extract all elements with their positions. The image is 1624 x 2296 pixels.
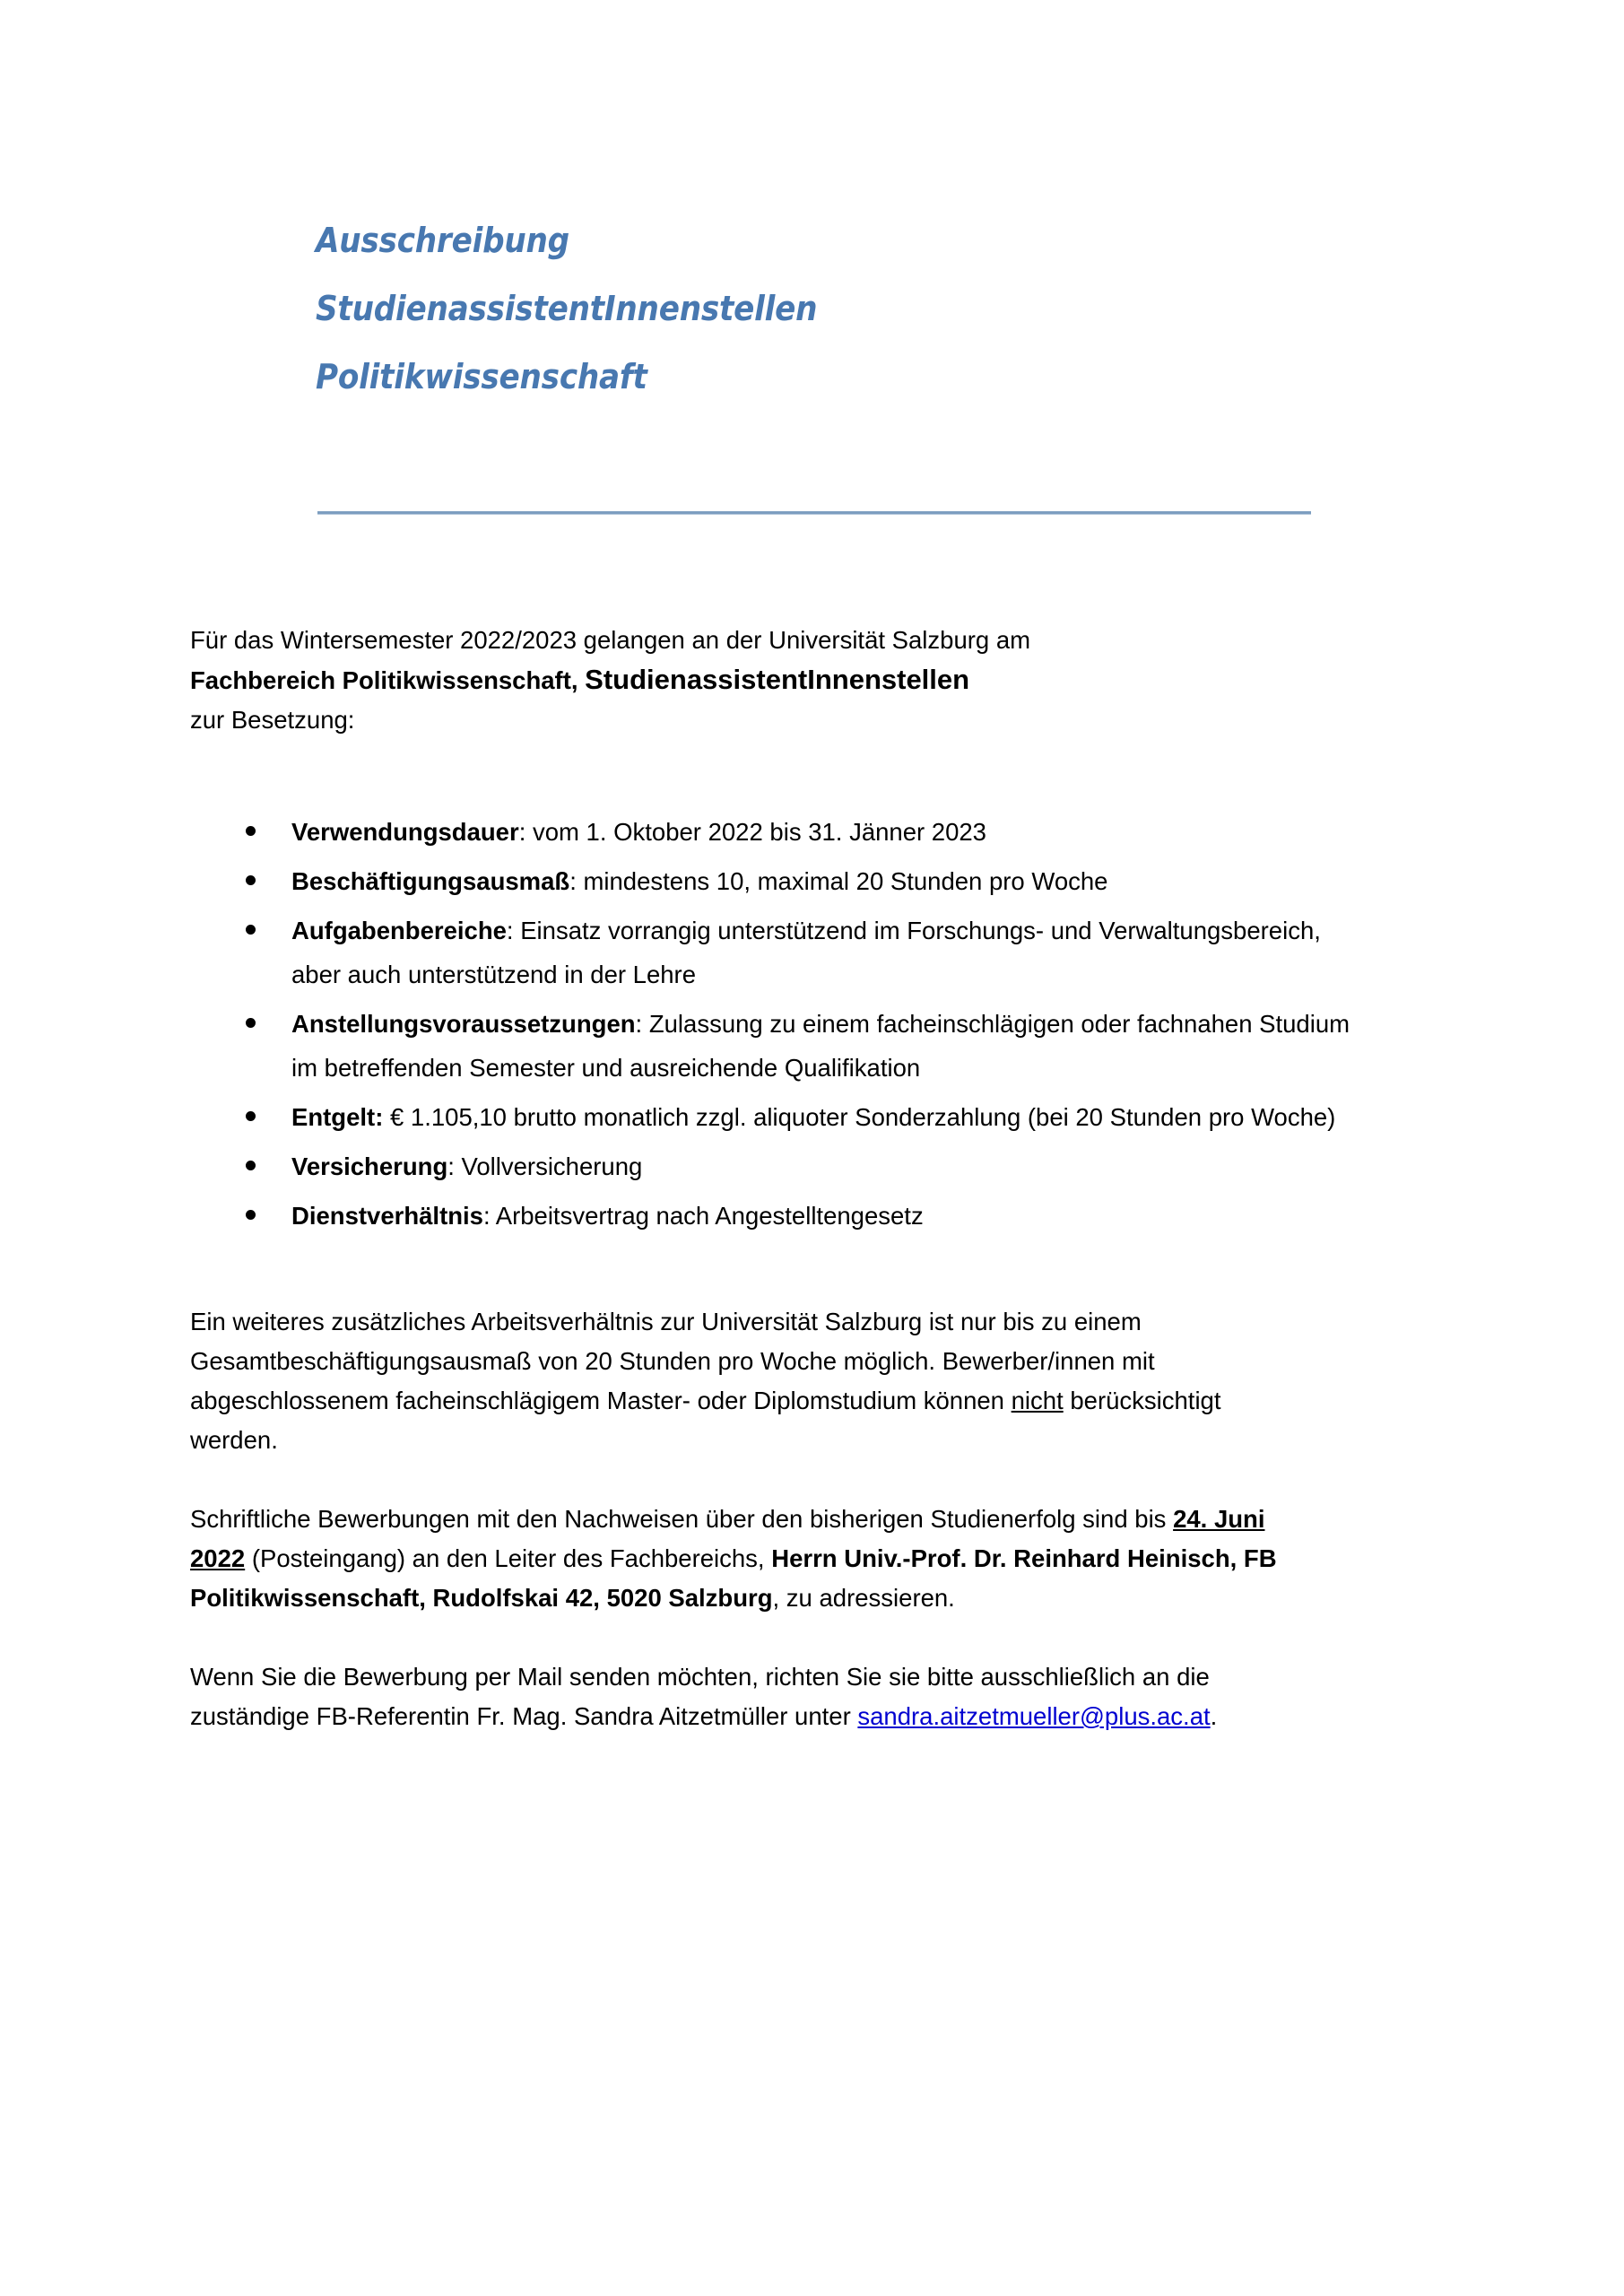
intro-line-3: zur Besetzung: — [190, 706, 355, 734]
intro-position-title: StudienassistentInnenstellen — [585, 664, 970, 695]
list-item-value: Einsatz vorrangig unterstützend im Forschungs- und Verwaltungsbereich, aber auch unterstützend in der Lehre — [291, 917, 1321, 988]
list-item-label: Dienstverhältnis — [291, 1202, 483, 1230]
list-item — [190, 859, 1376, 903]
warning-paragraph — [190, 1302, 1271, 1460]
list-item-label: Entgelt: — [291, 1103, 384, 1131]
list-item-label: Verwendungsdauer — [291, 818, 519, 846]
warning-text-part-2: berücksichtigt werden. — [190, 1387, 1221, 1454]
list-item-label: Anstellungsvoraussetzungen — [291, 1010, 636, 1038]
page-title-line-3: Politikwissenschaft — [316, 357, 647, 396]
spacer — [190, 1618, 1446, 1657]
list-item-value: € 1.105,10 brutto monatlich zzgl. aliquoter Sonderzahlung (bei 20 Stunden pro Woche) — [390, 1103, 1336, 1131]
list-item-value: Vollversicherung — [461, 1152, 643, 1180]
bullet-icon — [246, 1111, 256, 1121]
list-item-label: Beschäftigungsausmaß — [291, 867, 570, 895]
page-title-line-1: Ausschreibung — [316, 221, 569, 260]
warning-text-part-1: Ein weiteres zusätzliches Arbeitsverhältnis zur Universität Salzburg ist nur bis zu einem Gesamtbeschäftigungsausmaß von 20 Stunden pro Woche möglich. Bewerber/innen mit abgeschlossenem facheinschlägigem Master- oder Diplomstudium können — [190, 1308, 1155, 1414]
application-recipient: Herrn Univ.-Prof. Dr. Reinhard Heinisch, FB Politikwissenschaft, Rudolfskai 42, 5020 Salzburg — [190, 1544, 1277, 1612]
mail-text-part-2: . — [1210, 1702, 1218, 1730]
list-item-separator — [383, 1103, 390, 1131]
list-item — [190, 1144, 1376, 1188]
list-item-label: Versicherung — [291, 1152, 448, 1180]
list-item-separator: : — [447, 1152, 462, 1180]
intro-department: Fachbereich Politikwissenschaft, — [190, 666, 578, 694]
bullet-icon — [246, 875, 256, 885]
mail-paragraph — [190, 1657, 1280, 1736]
list-item-separator: : — [482, 1202, 496, 1230]
list-item-separator: : — [518, 818, 533, 846]
job-details-list — [190, 810, 1446, 1238]
list-item — [190, 810, 1376, 854]
intro-line-1: Für das Wintersemester 2022/2023 gelangen an der Universität Salzburg am — [190, 626, 1031, 654]
page-title-line-2: StudienassistentInnenstellen — [316, 289, 818, 328]
warning-emphasis: nicht — [1011, 1387, 1064, 1414]
spacer — [190, 1460, 1446, 1500]
document-header — [316, 206, 1311, 411]
intro-paragraph — [190, 621, 1446, 740]
list-item — [190, 909, 1376, 996]
list-item-separator: : — [569, 867, 584, 895]
bullet-icon — [246, 925, 256, 935]
list-item — [190, 1194, 1376, 1238]
list-item-label: Aufgabenbereiche — [291, 917, 507, 944]
list-item-separator: : — [506, 917, 521, 944]
list-item-separator: : — [635, 1010, 649, 1038]
list-item-value: mindestens 10, maximal 20 Stunden pro Woche — [583, 867, 1108, 895]
bullet-icon — [246, 1210, 256, 1220]
application-text-part-1: Schriftliche Bewerbungen mit den Nachweisen über den bisherigen Studienerfolg sind bis — [190, 1505, 1174, 1533]
application-text-part-3: , zu adressieren. — [772, 1584, 955, 1612]
bullet-icon — [246, 826, 256, 836]
list-item — [190, 1095, 1376, 1139]
list-item-value: Arbeitsvertrag nach Angestelltengesetz — [495, 1202, 924, 1230]
spacer — [190, 740, 1446, 810]
application-paragraph — [190, 1500, 1280, 1618]
application-deadline: 24. Juni 2022 — [190, 1505, 1265, 1572]
spacer — [190, 1243, 1446, 1302]
application-text-part-2: (Posteingang) an den Leiter des Fachbereichs, — [245, 1544, 772, 1572]
list-item-value: Zulassung zu einem facheinschlägigen oder fachnahen Studium im betreffenden Semester und ausreichende Qualifikation — [291, 1010, 1350, 1082]
bullet-icon — [246, 1018, 256, 1028]
list-item — [190, 1002, 1376, 1090]
bullet-icon — [246, 1161, 256, 1170]
title-divider — [317, 511, 1311, 515]
list-item-value: vom 1. Oktober 2022 bis 31. Jänner 2023 — [532, 818, 986, 846]
email-link[interactable]: sandra.aitzetmueller@plus.ac.at — [857, 1702, 1211, 1730]
document-body — [190, 621, 1446, 1736]
mail-text-part-1: Wenn Sie die Bewerbung per Mail senden möchten, richten Sie sie bitte ausschließlich an die zuständige FB-Referentin Fr. Mag. Sandra Aitzetmüller unter — [190, 1663, 1210, 1730]
